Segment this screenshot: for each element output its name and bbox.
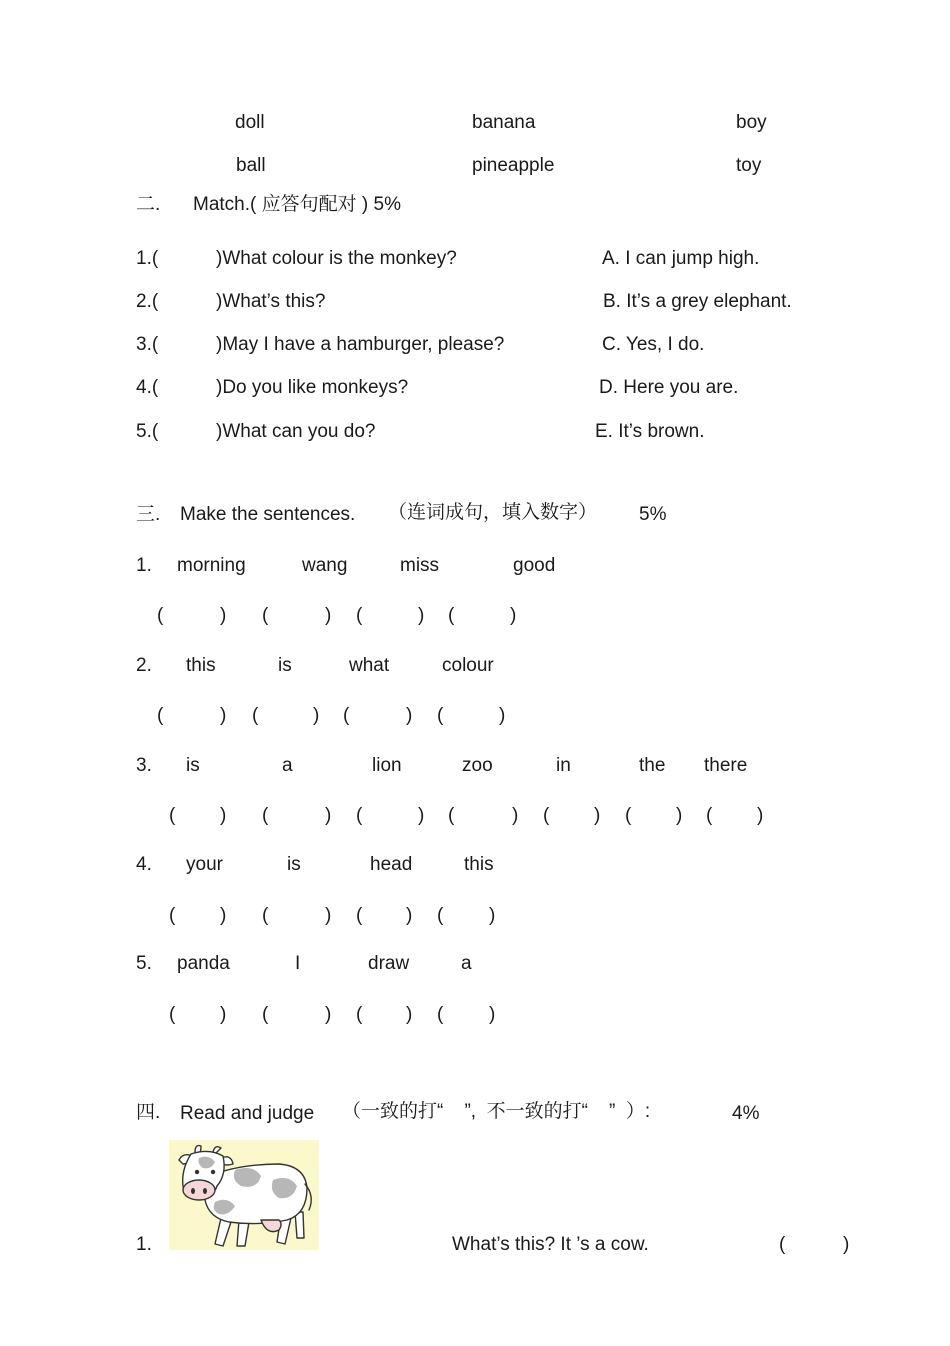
scrambled-word: I bbox=[295, 953, 301, 974]
bracket-open: ( bbox=[157, 705, 164, 726]
scrambled-word: the bbox=[639, 755, 666, 776]
word-toy: toy bbox=[736, 155, 762, 176]
bracket-close: ) bbox=[313, 705, 320, 726]
scrambled-word: your bbox=[186, 854, 223, 875]
item-number: 5. bbox=[136, 953, 152, 974]
bracket-close: ) bbox=[220, 705, 227, 726]
match-number: 3.( bbox=[136, 334, 159, 355]
bracket-close: ) bbox=[594, 805, 601, 826]
scrambled-word: morning bbox=[177, 555, 246, 576]
bracket-open: ( bbox=[448, 605, 455, 626]
bracket-open: ( bbox=[437, 1004, 444, 1025]
bracket-open: ( bbox=[252, 705, 259, 726]
scrambled-word: wang bbox=[302, 555, 348, 576]
scrambled-word: there bbox=[704, 755, 748, 776]
bracket-open: ( bbox=[169, 805, 176, 826]
bracket-close: ) bbox=[418, 805, 425, 826]
match-question-text: )May I have a hamburger, please? bbox=[216, 334, 505, 355]
item-number: 3. bbox=[136, 755, 152, 776]
scrambled-word: a bbox=[282, 755, 293, 776]
bracket-open: ( bbox=[356, 805, 363, 826]
match-number: 2.( bbox=[136, 291, 159, 312]
bracket-close: ) bbox=[220, 805, 227, 826]
match-question-text: )What’s this? bbox=[216, 291, 326, 312]
bracket-close: ) bbox=[757, 805, 764, 826]
scrambled-word: this bbox=[464, 854, 494, 875]
scrambled-word: is bbox=[287, 854, 301, 875]
bracket-close: ) bbox=[406, 905, 413, 926]
bracket-close: ) bbox=[418, 605, 425, 626]
match-number: 1.( bbox=[136, 248, 159, 269]
bracket-open: ( bbox=[437, 905, 444, 926]
scrambled-word: lion bbox=[372, 755, 402, 776]
section4-percent: 4% bbox=[732, 1103, 760, 1124]
bracket-open: ( bbox=[356, 605, 363, 626]
match-number: 4.( bbox=[136, 377, 159, 398]
bracket-close: ) bbox=[220, 605, 227, 626]
bracket-close: ) bbox=[220, 1004, 227, 1025]
cow-picture bbox=[169, 1140, 319, 1250]
section2-title: Match.( 应答句配对 ) 5% bbox=[193, 194, 401, 215]
bracket-close: ) bbox=[406, 705, 413, 726]
match-answer-text: C. Yes, I do. bbox=[602, 334, 705, 355]
judge-item-number: 1. bbox=[136, 1234, 152, 1255]
scrambled-word: zoo bbox=[462, 755, 493, 776]
item-number: 1. bbox=[136, 555, 152, 576]
judge-sentence: What’s this? It ’s a cow. bbox=[452, 1234, 649, 1255]
word-banana: banana bbox=[472, 112, 536, 133]
bracket-close: ) bbox=[406, 1004, 413, 1025]
scrambled-word: draw bbox=[368, 953, 410, 974]
scrambled-word: a bbox=[461, 953, 472, 974]
scrambled-word: this bbox=[186, 655, 216, 676]
word-boy: boy bbox=[736, 112, 767, 133]
bracket-open: ( bbox=[356, 1004, 363, 1025]
bracket-open: ( bbox=[706, 805, 713, 826]
bracket-open: ( bbox=[262, 605, 269, 626]
bracket-close: ) bbox=[325, 605, 332, 626]
scrambled-word: in bbox=[556, 755, 571, 776]
bracket-open: ( bbox=[169, 905, 176, 926]
item-number: 2. bbox=[136, 655, 152, 676]
bracket-close: ) bbox=[220, 905, 227, 926]
bracket-close: ) bbox=[325, 905, 332, 926]
bracket-open: ( bbox=[157, 605, 164, 626]
bracket-open: ( bbox=[356, 905, 363, 926]
judge-bracket-close: ) bbox=[843, 1234, 850, 1255]
bracket-open: ( bbox=[262, 1004, 269, 1025]
item-number: 4. bbox=[136, 854, 152, 875]
bracket-open: ( bbox=[169, 1004, 176, 1025]
bracket-open: ( bbox=[543, 805, 550, 826]
bracket-close: ) bbox=[499, 705, 506, 726]
bracket-close: ) bbox=[325, 1004, 332, 1025]
match-question-text: )What colour is the monkey? bbox=[216, 248, 457, 269]
scrambled-word: good bbox=[513, 555, 556, 576]
scrambled-word: is bbox=[186, 755, 200, 776]
scrambled-word: what bbox=[349, 655, 390, 676]
bracket-close: ) bbox=[510, 605, 517, 626]
bracket-open: ( bbox=[625, 805, 632, 826]
scrambled-word: is bbox=[278, 655, 292, 676]
match-answer-text: B. It’s a grey elephant. bbox=[603, 291, 792, 312]
bracket-open: ( bbox=[448, 805, 455, 826]
bracket-open: ( bbox=[262, 805, 269, 826]
section2-number: 二. bbox=[136, 194, 161, 215]
match-answer-text: E. It’s brown. bbox=[595, 421, 705, 442]
section4-title: Read and judge bbox=[180, 1103, 315, 1124]
bracket-open: ( bbox=[437, 705, 444, 726]
bracket-open: ( bbox=[262, 905, 269, 926]
match-answer-text: A. I can jump high. bbox=[602, 248, 760, 269]
section3-note: （连词成句，填入数字） bbox=[388, 502, 598, 523]
bracket-open: ( bbox=[343, 705, 350, 726]
scrambled-word: colour bbox=[442, 655, 494, 676]
word-ball: ball bbox=[236, 155, 266, 176]
bracket-close: ) bbox=[512, 805, 519, 826]
bracket-close: ) bbox=[489, 905, 496, 926]
bracket-close: ) bbox=[325, 805, 332, 826]
match-number: 5.( bbox=[136, 421, 159, 442]
section4-note: （一致的打“ ”, 不一致的打“ ” ）: bbox=[342, 1101, 651, 1122]
bracket-close: ) bbox=[489, 1004, 496, 1025]
bracket-close: ) bbox=[676, 805, 683, 826]
match-question-text: )Do you like monkeys? bbox=[216, 377, 409, 398]
judge-bracket-open: ( bbox=[779, 1234, 786, 1255]
match-answer-text: D. Here you are. bbox=[599, 377, 739, 398]
section3-percent: 5% bbox=[639, 504, 667, 525]
scrambled-word: head bbox=[370, 854, 413, 875]
section4-number: 四. bbox=[136, 1102, 161, 1123]
section3-number: 三. bbox=[136, 504, 161, 525]
match-question-text: )What can you do? bbox=[216, 421, 376, 442]
section3-title: Make the sentences. bbox=[180, 504, 356, 525]
word-doll: doll bbox=[235, 112, 265, 133]
word-pineapple: pineapple bbox=[472, 155, 555, 176]
scrambled-word: miss bbox=[400, 555, 440, 576]
scrambled-word: panda bbox=[177, 953, 230, 974]
